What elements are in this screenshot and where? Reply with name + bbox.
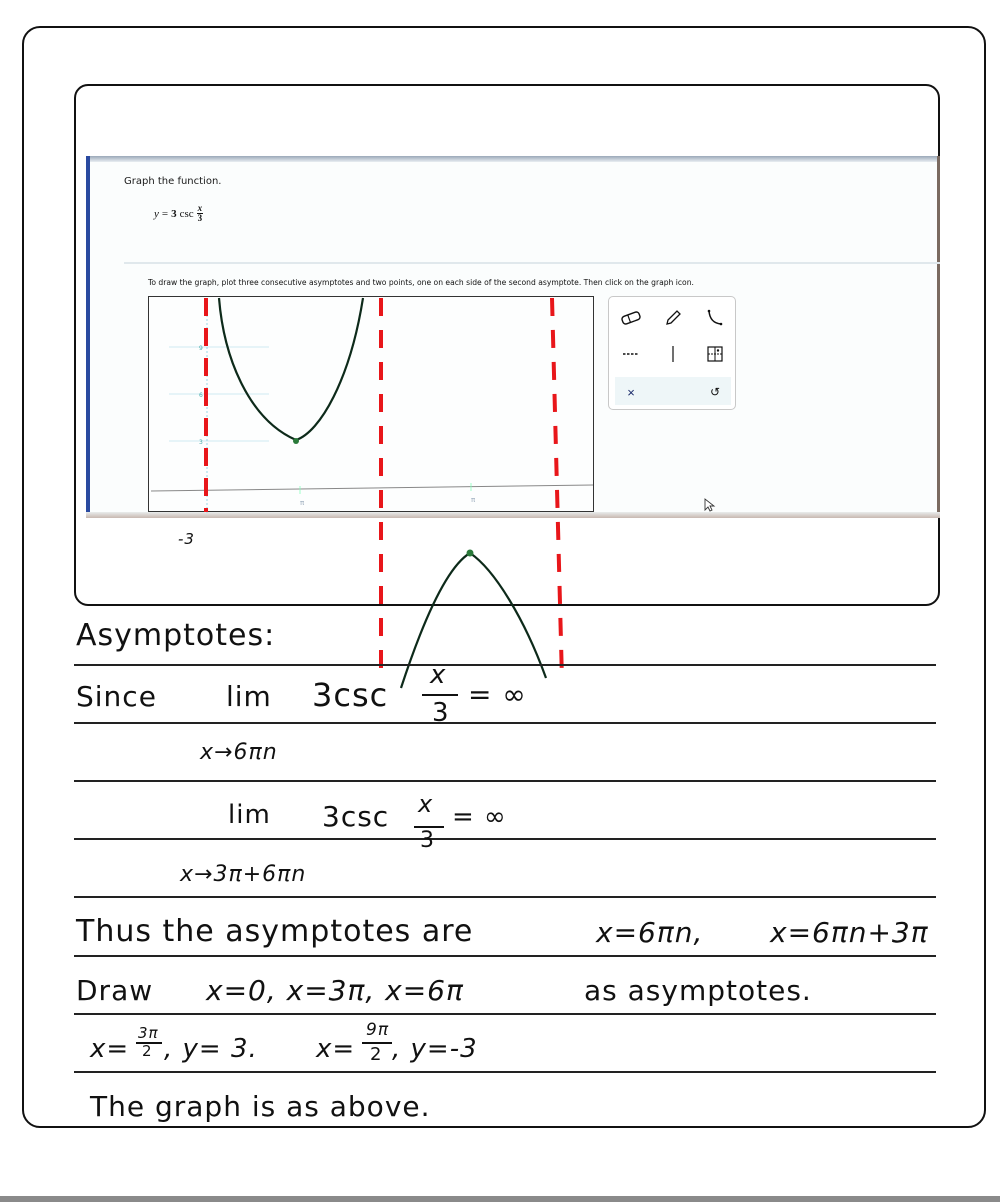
point1-num: 3π xyxy=(138,1024,159,1042)
vertical-line-icon xyxy=(670,345,676,363)
eraser-tool[interactable] xyxy=(617,307,645,329)
rule-line xyxy=(74,780,936,782)
y-tick-3: 3 xyxy=(199,439,203,446)
point2-num: 9π xyxy=(366,1020,390,1040)
rule-line xyxy=(74,1071,936,1073)
eq-lhs: y xyxy=(154,207,159,220)
asymptote-eq2: x=6πn+3π xyxy=(770,916,929,949)
pencil-icon xyxy=(664,309,682,327)
grid-point-tool[interactable] xyxy=(701,343,729,365)
lim1-den: 3 xyxy=(432,698,450,728)
grid-point-icon xyxy=(707,346,723,362)
vertical-line-tool[interactable] xyxy=(659,343,687,365)
thus-text: Thus the asymptotes are xyxy=(76,914,474,949)
rule-line xyxy=(74,664,936,666)
curve-tool[interactable] xyxy=(701,307,729,329)
rule-line xyxy=(74,1013,936,1015)
rule-line xyxy=(74,955,936,957)
lim2-subscript: x→3π+6πn xyxy=(180,862,307,887)
graph-toolbox xyxy=(608,296,736,410)
instruction-text: To draw the graph, plot three consecutive asymptotes and two points, one on each side of the second asymptote. Then click on the graph icon. xyxy=(148,278,694,287)
lim2-num: x xyxy=(418,790,434,818)
point2-den: 2 xyxy=(370,1044,383,1065)
eq-coefficient: 3 xyxy=(171,207,177,220)
lim2-result: = ∞ xyxy=(452,802,507,832)
divider xyxy=(124,262,940,264)
eq-denominator: 3 xyxy=(197,213,203,223)
since-label: Since xyxy=(76,680,157,713)
point2-x: x= xyxy=(316,1034,356,1064)
undo-button[interactable]: ↺ xyxy=(709,385,721,399)
pencil-tool[interactable] xyxy=(659,307,687,329)
lim2-expr: 3csc xyxy=(322,800,390,833)
solution-heading: Asymptotes: xyxy=(76,618,276,653)
asymptote-eq1: x=6πn, xyxy=(596,916,704,949)
screenshot-top-edge xyxy=(86,156,940,162)
y-tick-6: 6 xyxy=(199,392,203,399)
eq-fraction xyxy=(197,204,204,223)
graph-canvas[interactable] xyxy=(148,296,594,512)
screenshot-right-edge xyxy=(937,156,940,518)
eq-numerator: x xyxy=(197,203,203,213)
question-screenshot xyxy=(86,156,940,518)
lim2-den: 3 xyxy=(420,828,435,853)
rule-line xyxy=(74,722,936,724)
lim1-expr: 3csc xyxy=(312,676,389,714)
rule-line xyxy=(74,838,936,840)
curve-icon xyxy=(706,309,724,327)
clear-button[interactable]: × xyxy=(627,384,635,400)
lim1-result: = ∞ xyxy=(468,678,527,711)
svg-text:π: π xyxy=(471,496,476,504)
eq-equals: = xyxy=(161,207,169,220)
y-tick-9: 9 xyxy=(199,345,203,352)
point2-y: , y=-3 xyxy=(392,1034,478,1064)
lim1-label: lim xyxy=(226,680,272,713)
conclusion-text: The graph is as above. xyxy=(90,1090,431,1123)
draw-text: Draw xyxy=(76,974,154,1007)
point1-x: x= xyxy=(90,1034,130,1064)
eraser-icon xyxy=(620,311,642,325)
dashed-line-icon xyxy=(622,351,640,357)
screenshot-left-edge xyxy=(86,156,90,518)
annotation-minus3: -3 xyxy=(178,530,195,548)
lim1-fraction-bar xyxy=(422,694,458,696)
question-equation xyxy=(154,204,203,223)
lim1-subscript: x→6πn xyxy=(200,740,278,765)
svg-text:π: π xyxy=(300,499,305,507)
draw-eqs: x=0, x=3π, x=6π xyxy=(206,974,464,1007)
mouse-cursor-icon xyxy=(704,498,716,512)
lim2-label: lim xyxy=(228,800,271,830)
bottom-bar xyxy=(0,1196,1000,1202)
rule-line xyxy=(74,896,936,898)
graph-grid xyxy=(149,297,595,513)
dashed-line-tool[interactable] xyxy=(617,343,645,365)
question-title: Graph the function. xyxy=(124,176,222,187)
draw-suffix: as asymptotes. xyxy=(584,974,812,1007)
lim1-num: x xyxy=(430,660,447,690)
point1-den: 2 xyxy=(142,1042,153,1060)
point1-y: , y= 3. xyxy=(164,1034,258,1064)
eq-func: csc xyxy=(179,207,194,220)
